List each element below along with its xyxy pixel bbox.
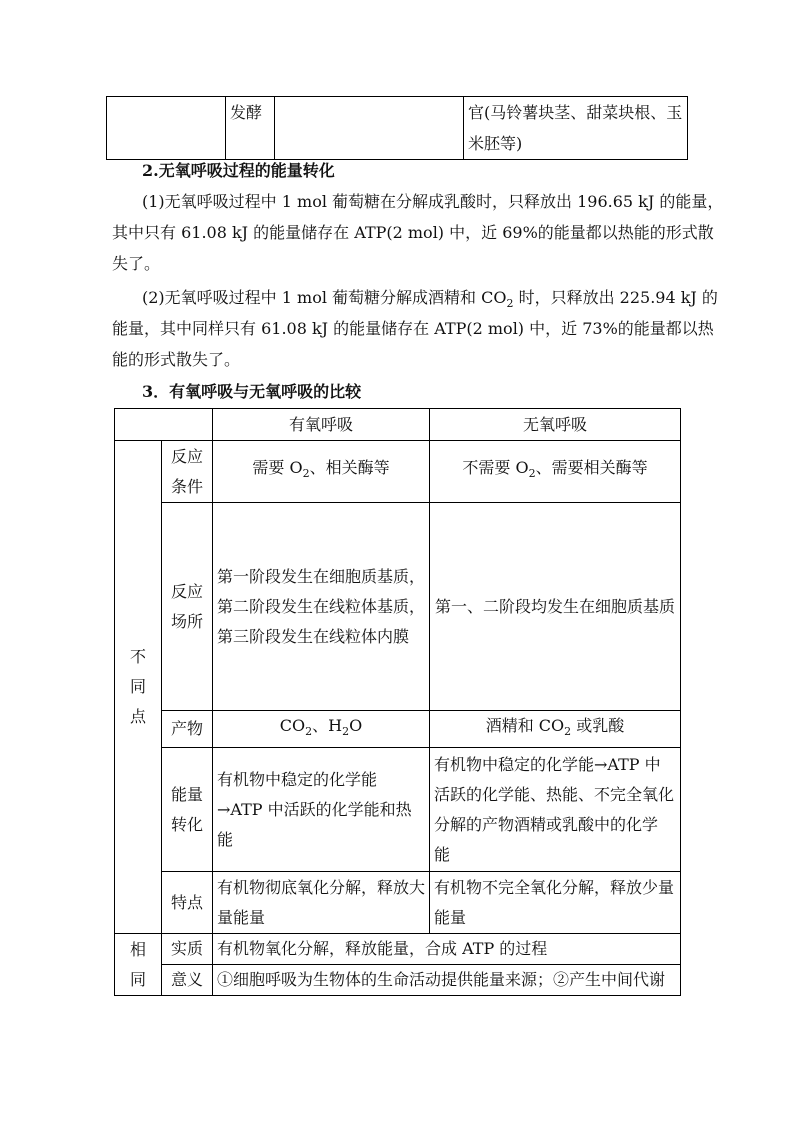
condition-anaerobic: 不需要 $O_2$、需要相关酶等 (430, 441, 681, 503)
header-aerobic: 有氧呼吸 (213, 409, 430, 441)
para2-line1: (2)无氧呼吸过程中 1 mol 葡萄糖分解成酒精和 $CO_2$ 时，只释放出 225.94 kJ 的 (142, 288, 718, 311)
para2-line3: 能的形式散失了。 (112, 350, 241, 369)
table-row (115, 503, 681, 711)
cell-empty-1 (107, 97, 226, 160)
energy-anaerobic: 有机物中稳定的化学能→ATP 中 活跃的化学能、热能、不完全氧化 分解的产物酒精或乳酸中的化学 能 (430, 748, 681, 872)
para1-line3: 失了。 (112, 254, 161, 273)
para2-line2: 能量，其中同样只有 61.08 kJ 的能量储存在 ATP(2 mol) 中，近 73%的能量都以热 (112, 319, 714, 338)
label-feature: 特点 (162, 872, 213, 934)
table-row (115, 748, 681, 872)
table-row (115, 965, 681, 996)
energy-aerobic: 有机物中稳定的化学能 →ATP 中活跃的化学能和热 能 (213, 748, 430, 872)
site-anaerobic: 第一、二阶段均发生在细胞质基质 (430, 503, 681, 711)
label-different: 不 同 点 (115, 441, 162, 934)
label-meaning: 意义 (162, 965, 213, 996)
feature-aerobic: 有机物彻底氧化分解，释放大 量能量 (213, 872, 430, 934)
comparison-table (114, 408, 681, 996)
feature-anaerobic: 有机物不完全氧化分解，释放少量 能量 (430, 872, 681, 934)
cell-organs: 官(马铃薯块茎、甜菜块根、玉米胚等) (464, 97, 688, 160)
site-aerobic: 第一阶段发生在细胞质基质， 第二阶段发生在线粒体基质， 第三阶段发生在线粒体内膜 (213, 503, 430, 711)
product-anaerobic: 酒精和 $CO_2$ 或乳酸 (430, 711, 681, 748)
header-anaerobic: 无氧呼吸 (430, 409, 681, 441)
section2-heading: 2.无氧呼吸过程的能量转化 (142, 161, 335, 180)
meaning-text: ①细胞呼吸为生物体的生命活动提供能量来源；②产生中间代谢 (213, 965, 681, 996)
table-row (115, 711, 681, 748)
continuation-table (106, 96, 688, 160)
label-essence: 实质 (162, 934, 213, 965)
cell-fermentation: 发酵 (226, 97, 275, 160)
label-same: 相 同 (115, 934, 162, 996)
essence-text: 有机物氧化分解，释放能量，合成 ATP 的过程 (213, 934, 681, 965)
condition-aerobic: 需要 $O_2$、相关酶等 (213, 441, 430, 503)
product-aerobic: $CO_2$、$H_2O$ (213, 711, 430, 748)
table-row (115, 872, 681, 934)
label-site: 反应 场所 (162, 503, 213, 711)
table-row (107, 97, 688, 160)
section3-heading: 3．有氧呼吸与无氧呼吸的比较 (142, 382, 362, 401)
label-condition: 反应 条件 (162, 441, 213, 503)
cell-empty-3 (275, 97, 464, 160)
para1-line2: 其中只有 61.08 kJ 的能量储存在 ATP(2 mol) 中，近 69%的能量都以热能的形式散 (112, 223, 714, 242)
label-product: 产物 (162, 711, 213, 748)
table-row (115, 441, 681, 503)
para1-line1: (1)无氧呼吸过程中 1 mol 葡萄糖在分解成乳酸时，只释放出 196.65 kJ 的能量， (142, 192, 724, 211)
table-row (115, 409, 681, 441)
label-energy: 能量 转化 (162, 748, 213, 872)
cell-corner (115, 409, 213, 441)
table-row (115, 934, 681, 965)
